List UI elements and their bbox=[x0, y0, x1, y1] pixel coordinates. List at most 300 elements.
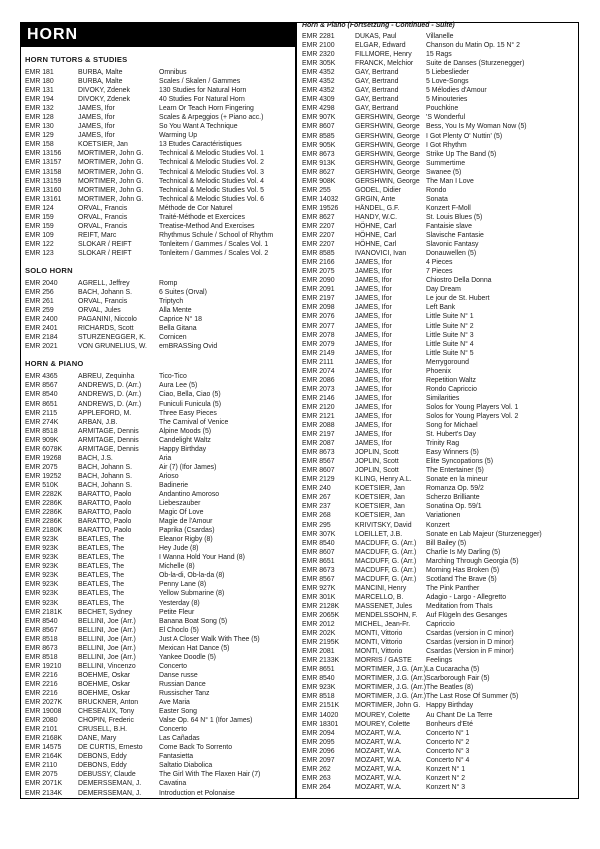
composer-name: GODEL, Didier bbox=[355, 186, 401, 194]
work-title: 130 Studies for Natural Horn bbox=[159, 87, 247, 95]
catalog-row bbox=[25, 671, 291, 680]
catalog-row bbox=[25, 535, 291, 544]
catalog-ref: EMR 2195K bbox=[302, 639, 340, 647]
composer-name: MACDUFF, G. (Arr.) bbox=[355, 548, 417, 556]
catalog-ref: EMR 14032 bbox=[302, 195, 339, 203]
catalog-row bbox=[25, 342, 291, 351]
catalog-ref: EMR 2151K bbox=[302, 702, 340, 710]
work-title: Scotland The Brave (5) bbox=[426, 575, 497, 583]
catalog-ref: EMR 2075 bbox=[25, 463, 58, 471]
catalog-ref: EMR 274K bbox=[25, 418, 59, 426]
composer-name: GAY, Bertrand bbox=[355, 105, 399, 113]
catalog-ref: EMR 180 bbox=[25, 78, 54, 86]
catalog-row bbox=[302, 367, 576, 376]
work-title: Little Suite N° 2 bbox=[426, 322, 474, 330]
catalog-row bbox=[25, 508, 291, 517]
work-title: Las Cañadas bbox=[159, 735, 200, 743]
catalog-ref: EMR 8651 bbox=[302, 666, 335, 674]
catalog-row bbox=[302, 258, 576, 267]
work-title: Auf Flügeln des Gesanges bbox=[426, 612, 508, 619]
catalog-row bbox=[25, 626, 291, 635]
work-title: Swanee (5) bbox=[426, 168, 462, 176]
composer-name: HÖHNE, Carl bbox=[355, 241, 397, 249]
work-title: Triptych bbox=[159, 298, 184, 306]
composer-name: JAMES, Ifor bbox=[355, 358, 392, 366]
composer-name: BEATLES, The bbox=[78, 581, 125, 589]
catalog-row bbox=[302, 611, 576, 620]
catalog-ref: EMR 194 bbox=[25, 96, 54, 104]
catalog-ref: EMR 2071K bbox=[25, 780, 63, 788]
catalog-ref: EMR 2207 bbox=[302, 222, 335, 230]
catalog-row bbox=[25, 333, 291, 342]
catalog-ref: EMR 2286K bbox=[25, 500, 63, 508]
catalog-ref: EMR 4352 bbox=[302, 69, 335, 77]
page-title-banner bbox=[20, 22, 296, 47]
catalog-row bbox=[25, 149, 291, 158]
catalog-ref: EMR 2197 bbox=[302, 295, 335, 303]
catalog-row bbox=[25, 315, 291, 324]
composer-name: BARATTO, Paolo bbox=[78, 518, 132, 526]
work-title: Mexican Hat Dance (5) bbox=[159, 644, 230, 652]
composer-name: ANDREWS, D. (Arr.) bbox=[78, 382, 142, 390]
catalog-row bbox=[302, 340, 576, 349]
catalog-ref: EMR 263 bbox=[302, 774, 331, 782]
catalog-ref: EMR 14020 bbox=[302, 711, 339, 719]
work-title: Easter Song bbox=[159, 708, 197, 716]
catalog-ref: EMR 2073 bbox=[302, 385, 335, 393]
composer-name: HÄNDEL, G.F. bbox=[355, 204, 400, 212]
catalog-ref: EMR 268 bbox=[302, 512, 331, 520]
catalog-ref: EMR 2216 bbox=[25, 690, 58, 697]
composer-name: KLING, Henry A.L. bbox=[355, 476, 412, 484]
work-title: Come Back To Sorrento bbox=[159, 744, 233, 752]
catalog-row bbox=[302, 412, 576, 421]
work-title: Caprice N° 18 bbox=[159, 316, 202, 324]
work-title: Song for Michael bbox=[426, 422, 478, 430]
composer-name: DEMERSSEMAN, J. bbox=[78, 780, 142, 788]
catalog-ref: EMR 923K bbox=[302, 684, 336, 692]
work-title: Concerto bbox=[159, 726, 187, 734]
composer-name: DUKAS, Paul bbox=[355, 33, 397, 40]
composer-name: JOPLIN, Scott bbox=[355, 458, 399, 466]
composer-name: JAMES, Ifor bbox=[355, 440, 392, 448]
catalog-row bbox=[302, 231, 576, 240]
catalog-row bbox=[25, 743, 291, 752]
work-title: Day Dream bbox=[426, 286, 461, 294]
work-title: Romp bbox=[159, 279, 178, 287]
composer-name: ELGAR, Edward bbox=[355, 42, 406, 50]
catalog-row bbox=[302, 530, 576, 539]
composer-name: ARMITAGE, Dennis bbox=[78, 436, 139, 444]
catalog-ref: EMR 2149 bbox=[302, 349, 335, 357]
work-title: Saltatio Diabolica bbox=[159, 762, 213, 770]
composer-name: MOZART, W.A. bbox=[355, 783, 402, 791]
catalog-row bbox=[25, 599, 291, 608]
catalog-ref: EMR 123 bbox=[25, 249, 54, 257]
composer-name: MOZART, W.A. bbox=[355, 738, 402, 746]
composer-name: JOPLIN, Scott bbox=[355, 467, 399, 475]
catalog-row bbox=[25, 571, 291, 580]
composer-name: FRANCK, Melchior bbox=[355, 60, 414, 68]
catalog-ref: EMR 2080 bbox=[25, 717, 58, 725]
catalog-ref: EMR 255 bbox=[302, 186, 331, 194]
work-title: The Last Rose Of Summer (5) bbox=[426, 693, 519, 701]
work-title: Little Suite N° 4 bbox=[426, 340, 474, 348]
work-title: Magic Of Love bbox=[159, 509, 204, 517]
composer-name: ORVAL, Francis bbox=[78, 213, 128, 221]
catalog-row bbox=[302, 430, 576, 439]
composer-name: GAY, Bertrand bbox=[355, 96, 399, 104]
catalog-ref: EMR 307K bbox=[302, 530, 336, 538]
work-title: Technical & Melodic Studies Vol. 4 bbox=[159, 177, 264, 185]
composer-name: JAMES, Ifor bbox=[78, 114, 115, 122]
catalog-ref: EMR 4352 bbox=[302, 87, 335, 95]
composer-name: GRGIN, Ante bbox=[355, 195, 396, 203]
catalog-row bbox=[302, 113, 576, 122]
work-title: Learn Or Teach Horn Fingering bbox=[159, 105, 254, 113]
work-title: Eleanor Rigby (8) bbox=[159, 536, 213, 544]
work-title: Yesterday (8) bbox=[159, 599, 200, 607]
catalog-ref: EMR 264 bbox=[302, 783, 331, 791]
work-title: Tonleitern / Gammes / Scales Vol. 2 bbox=[159, 249, 269, 257]
composer-name: BELLINI, Vincenzo bbox=[78, 662, 136, 670]
catalog-ref: EMR 2207 bbox=[302, 241, 335, 249]
composer-name: JAMES, Ifor bbox=[355, 286, 392, 294]
work-title: I Got Plenty O' Nuttin' (5) bbox=[426, 132, 503, 140]
catalog-row bbox=[25, 644, 291, 653]
catalog-row bbox=[25, 131, 291, 140]
catalog-ref: EMR 259 bbox=[25, 307, 54, 315]
composer-name: IVANOVICI, Ivan bbox=[355, 250, 407, 258]
composer-name: GAY, Bertrand bbox=[355, 78, 399, 86]
work-title: Konzert N° 3 bbox=[426, 783, 466, 791]
composer-name: ORVAL, Jules bbox=[78, 307, 121, 315]
catalog-row bbox=[302, 584, 576, 593]
work-title: Cornicen bbox=[159, 334, 187, 342]
work-title: Merrygoround bbox=[426, 358, 469, 366]
catalog-ref: EMR 8607 bbox=[302, 548, 335, 556]
composer-name: JAMES, Ifor bbox=[355, 268, 392, 276]
composer-name: BEATLES, The bbox=[78, 563, 125, 571]
right-column bbox=[302, 21, 576, 792]
catalog-ref: EMR 129 bbox=[25, 132, 54, 140]
work-title: Air (7) (Ifor James) bbox=[159, 463, 217, 471]
work-title: Easy Winners (5) bbox=[426, 449, 479, 457]
catalog-ref: EMR 2096 bbox=[302, 747, 335, 755]
work-title: Elite Syncopations (5) bbox=[426, 458, 494, 466]
catalog-ref: EMR 2121 bbox=[302, 412, 335, 420]
catalog-row bbox=[25, 168, 291, 177]
catalog-ref: EMR 8585 bbox=[302, 250, 335, 258]
catalog-row bbox=[302, 358, 576, 367]
work-title: Konzert N° 2 bbox=[426, 774, 466, 782]
catalog-row bbox=[302, 665, 576, 674]
catalog-ref: EMR 2065K bbox=[302, 612, 340, 619]
catalog-ref: EMR 909K bbox=[25, 436, 59, 444]
work-title: Slavonic Fantasy bbox=[426, 241, 479, 249]
composer-name: GERSHWIN, George bbox=[355, 141, 420, 149]
catalog-ref: EMR 8627 bbox=[302, 213, 335, 221]
catalog-ref: EMR 13161 bbox=[25, 195, 62, 203]
catalog-row bbox=[25, 222, 291, 231]
composer-name: KOETSIER, Jan bbox=[355, 503, 405, 511]
composer-name: KOETSIER, Jan bbox=[355, 485, 405, 493]
catalog-ref: EMR 8585 bbox=[302, 132, 335, 140]
work-title: Paprika (Csardas) bbox=[159, 527, 215, 535]
composer-name: HÖHNE, Carl bbox=[355, 232, 397, 240]
catalog-row bbox=[302, 466, 576, 475]
catalog-ref: EMR 18301 bbox=[302, 720, 339, 728]
work-title: Konzert N° 1 bbox=[426, 765, 466, 773]
catalog-ref: EMR 13156 bbox=[25, 150, 62, 158]
catalog-ref: EMR 159 bbox=[25, 213, 54, 221]
composer-name: GERSHWIN, George bbox=[355, 123, 420, 131]
work-title: Penny Lane (8) bbox=[159, 581, 207, 589]
catalog-row bbox=[302, 493, 576, 502]
composer-name: JAMES, Ifor bbox=[355, 367, 392, 375]
catalog-ref: EMR 2164K bbox=[25, 753, 63, 761]
composer-name: DE CURTIS, Ernesto bbox=[78, 744, 143, 752]
composer-name: MORTIMER, John G. bbox=[78, 150, 144, 158]
catalog-ref: EMR 2184 bbox=[25, 334, 58, 342]
catalog-ref: EMR 305K bbox=[302, 60, 336, 68]
catalog-ref: EMR 158 bbox=[25, 141, 54, 149]
work-title: Sonatina Op. 59/1 bbox=[426, 503, 482, 511]
catalog-row bbox=[25, 698, 291, 707]
catalog-row bbox=[25, 158, 291, 167]
work-title: Bonheurs d'Eté bbox=[426, 720, 473, 728]
catalog-ref: EMR 510K bbox=[25, 481, 59, 489]
work-title: Bess, You Is My Woman Now (5) bbox=[426, 123, 527, 131]
work-title: Candelight Waltz bbox=[159, 436, 211, 444]
work-title: Meditation from Thaïs bbox=[426, 602, 493, 610]
catalog-row bbox=[25, 454, 291, 463]
catalog-row bbox=[302, 222, 576, 231]
catalog-ref: EMR 2027K bbox=[25, 699, 63, 707]
catalog-ref: EMR 130 bbox=[25, 123, 54, 131]
work-title: La Cucaracha (5) bbox=[426, 666, 480, 674]
composer-name: CRUSELL, B.H. bbox=[78, 726, 128, 734]
catalog-ref: EMR 2115 bbox=[25, 409, 58, 417]
catalog-row bbox=[25, 553, 291, 562]
composer-name: BACH, Johann S. bbox=[78, 481, 133, 489]
work-title: Solos for Young Players Vol. 2 bbox=[426, 412, 519, 420]
catalog-ref: EMR 8567 bbox=[302, 458, 335, 466]
catalog-ref: EMR 2081 bbox=[302, 648, 335, 656]
catalog-row bbox=[25, 662, 291, 671]
composer-name: BARATTO, Paolo bbox=[78, 500, 132, 508]
catalog-ref: EMR 301K bbox=[302, 593, 336, 601]
catalog-row bbox=[25, 231, 291, 240]
work-title: 5 Liebeslieder bbox=[426, 69, 469, 77]
work-title: Repetition Waltz bbox=[426, 376, 476, 384]
work-title: Phoenix bbox=[426, 367, 451, 375]
work-title: Ob-la-di, Ob-la-da (8) bbox=[159, 572, 225, 580]
work-title: Technical & Melodic Studies Vol. 5 bbox=[159, 186, 264, 194]
catalog-ref: EMR 2076 bbox=[302, 313, 335, 321]
composer-name: MACDUFF, G. (Arr.) bbox=[355, 557, 417, 565]
catalog-row bbox=[25, 517, 291, 526]
catalog-row bbox=[302, 783, 576, 792]
work-title: Konzert bbox=[426, 521, 450, 529]
work-title: Romanza Op. 59/2 bbox=[426, 485, 484, 493]
work-title: Happy Birthday bbox=[159, 445, 207, 453]
catalog-ref: EMR 2097 bbox=[302, 756, 335, 764]
catalog-ref: EMR 181 bbox=[25, 69, 54, 76]
composer-name: DEMERSSEMAN, J. bbox=[78, 789, 142, 797]
catalog-row bbox=[25, 86, 291, 95]
work-title: Funiculi Funicula (5) bbox=[159, 400, 222, 408]
catalog-row bbox=[302, 738, 576, 747]
catalog-row bbox=[25, 427, 291, 436]
catalog-ref: EMR 2088 bbox=[302, 422, 335, 430]
catalog-row bbox=[302, 267, 576, 276]
catalog-row bbox=[302, 249, 576, 258]
catalog-ref: EMR 2098 bbox=[302, 304, 335, 312]
catalog-row bbox=[302, 656, 576, 665]
catalog-row bbox=[25, 104, 291, 113]
catalog-row bbox=[302, 620, 576, 629]
catalog-row bbox=[25, 779, 291, 788]
work-title: Three Easy Pieces bbox=[159, 409, 217, 417]
catalog-ref: EMR 109 bbox=[25, 231, 54, 239]
catalog-row bbox=[302, 77, 576, 86]
work-title: Concerto N° 4 bbox=[426, 756, 470, 764]
catalog-ref: EMR 2094 bbox=[302, 729, 335, 737]
catalog-ref: EMR 261 bbox=[25, 298, 54, 306]
catalog-row bbox=[25, 589, 291, 598]
composer-name: BOEHME, Oskar bbox=[78, 680, 131, 688]
work-title: The Pink Panther bbox=[426, 584, 480, 592]
work-title: 15 Rags bbox=[426, 51, 452, 59]
composer-name: GERSHWIN, George bbox=[355, 168, 420, 176]
composer-name: STURZENEGGER, K. bbox=[78, 334, 146, 342]
composer-name: BARATTO, Paolo bbox=[78, 490, 132, 498]
catalog-row bbox=[25, 789, 291, 798]
catalog-ref: EMR 4298 bbox=[302, 105, 335, 113]
composer-name: BACH, Johann S. bbox=[78, 463, 133, 471]
work-title: 5 Minouteries bbox=[426, 96, 468, 104]
composer-name: JAMES, Ifor bbox=[355, 295, 392, 303]
catalog-ref: EMR 8540 bbox=[302, 539, 335, 547]
catalog-ref: EMR 8518 bbox=[302, 693, 335, 701]
composer-name: ARMITAGE, Dennis bbox=[78, 427, 139, 435]
work-title: Little Suite N° 1 bbox=[426, 313, 474, 321]
catalog-row bbox=[25, 77, 291, 86]
catalog-row bbox=[25, 400, 291, 409]
catalog-row bbox=[302, 729, 576, 738]
composer-name: BEATLES, The bbox=[78, 599, 125, 607]
composer-name: GAY, Bertrand bbox=[355, 69, 399, 77]
composer-name: BACH, Johann S. bbox=[78, 289, 133, 297]
composer-name: ORVAL, Francis bbox=[78, 222, 128, 230]
catalog-row bbox=[302, 765, 576, 774]
catalog-ref: EMR 2012 bbox=[302, 621, 335, 629]
catalog-ref: EMR 2095 bbox=[302, 738, 335, 746]
composer-name: HÖHNE, Carl bbox=[355, 222, 397, 230]
work-title: Arioso bbox=[159, 472, 179, 480]
catalog-ref: EMR 2100 bbox=[302, 42, 335, 50]
catalog-row bbox=[25, 472, 291, 481]
catalog-row bbox=[25, 481, 291, 490]
catalog-ref: EMR 8673 bbox=[25, 644, 58, 652]
composer-name: MORTIMER, John G. bbox=[78, 168, 144, 176]
work-title: Konzert F-Moll bbox=[426, 204, 471, 212]
catalog-row bbox=[25, 689, 291, 698]
section-heading: HORN & PIANO bbox=[25, 359, 84, 369]
catalog-row bbox=[302, 303, 576, 312]
composer-name: JAMES, Ifor bbox=[355, 394, 392, 402]
work-title: Sonate en la mineur bbox=[426, 476, 488, 484]
catalog-row bbox=[302, 376, 576, 385]
catalog-row bbox=[25, 381, 291, 390]
catalog-ref: EMR 923K bbox=[25, 563, 59, 571]
catalog-row bbox=[25, 725, 291, 734]
catalog-ref: EMR 159 bbox=[25, 222, 54, 230]
catalog-row bbox=[302, 177, 576, 186]
composer-name: JAMES, Ifor bbox=[355, 412, 392, 420]
catalog-ref: EMR 2133K bbox=[302, 657, 340, 665]
work-title: Fantasietta bbox=[159, 753, 194, 761]
work-title: Scales / Skalen / Gammes bbox=[159, 78, 241, 86]
catalog-ref: EMR 240 bbox=[302, 485, 331, 493]
work-title: Michelle (8) bbox=[159, 563, 195, 571]
catalog-row bbox=[25, 297, 291, 306]
composer-name: MORTIMER, John G. bbox=[355, 702, 421, 710]
work-title: Tico-Tico bbox=[159, 373, 187, 381]
catalog-ref: EMR 256 bbox=[25, 289, 54, 297]
work-title: Variationen bbox=[426, 512, 461, 520]
composer-name: GERSHWIN, George bbox=[355, 132, 420, 140]
work-title: Cavatina bbox=[159, 780, 187, 788]
work-title: Scarborough Fair (5) bbox=[426, 675, 490, 683]
catalog-row bbox=[302, 150, 576, 159]
work-title: Charlie Is My Darling (5) bbox=[426, 548, 501, 556]
work-title: Technical & Melodic Studies Vol. 1 bbox=[159, 150, 264, 158]
catalog-row bbox=[302, 68, 576, 77]
catalog-row bbox=[25, 707, 291, 716]
catalog-row bbox=[302, 683, 576, 692]
catalog-row bbox=[302, 521, 576, 530]
catalog-ref: EMR 2207 bbox=[302, 232, 335, 240]
composer-name: BEATLES, The bbox=[78, 545, 125, 553]
composer-name: MORTIMER, J.G. (Arr.) bbox=[355, 693, 427, 701]
work-title: Rondo Capriccio bbox=[426, 385, 477, 393]
composer-name: SLOKAR / REIFT bbox=[78, 249, 132, 257]
work-title: Treatise-Method And Exercises bbox=[159, 222, 255, 230]
catalog-row bbox=[25, 635, 291, 644]
work-title: Little Suite N° 3 bbox=[426, 331, 474, 339]
work-title: Rhythmus Schule / School of Rhythm bbox=[159, 231, 274, 239]
composer-name: JAMES, Ifor bbox=[355, 385, 392, 393]
work-title: Méthode de Cor Naturel bbox=[159, 204, 233, 212]
work-title: Concerto N° 1 bbox=[426, 729, 470, 737]
catalog-ref: EMR 8540 bbox=[25, 617, 58, 625]
catalog-ref: EMR 923K bbox=[25, 536, 59, 544]
catalog-ref: EMR 2077 bbox=[302, 322, 335, 330]
catalog-row bbox=[25, 608, 291, 617]
work-title: Summertime bbox=[426, 159, 466, 167]
catalog-ref: EMR 8518 bbox=[25, 427, 58, 435]
catalog-row bbox=[302, 331, 576, 340]
composer-name: MOZART, W.A. bbox=[355, 756, 402, 764]
composer-name: MACDUFF, G. (Arr.) bbox=[355, 539, 417, 547]
catalog-ref: EMR 2074 bbox=[302, 367, 335, 375]
catalog-ref: EMR 927K bbox=[302, 584, 336, 592]
catalog-ref: EMR 8673 bbox=[302, 566, 335, 574]
catalog-row bbox=[302, 132, 576, 141]
composer-name: JAMES, Ifor bbox=[355, 376, 392, 384]
